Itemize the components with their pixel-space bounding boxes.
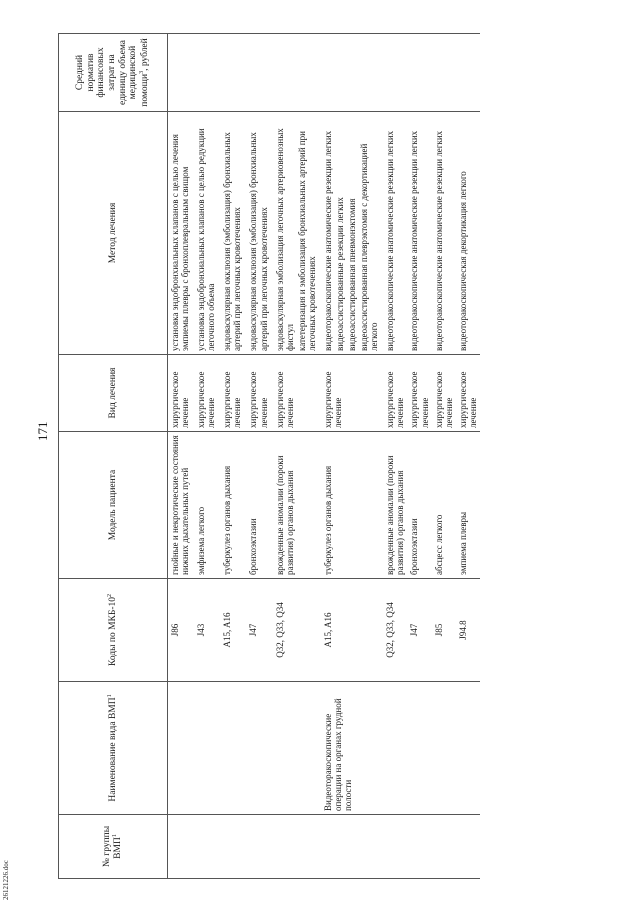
cell-average-cost (273, 34, 321, 112)
cell-treatment-method (432, 112, 456, 355)
cell-group-number (321, 815, 383, 879)
cell-treatment-method (321, 112, 383, 355)
cell-group-number (168, 815, 195, 879)
table-header-row (59, 34, 168, 879)
cell-treatment-method (383, 112, 407, 355)
method-item: видеоассистированная пневмонэктомия (347, 198, 358, 351)
cell-patient-model: туберкулез органов дыхания (321, 432, 383, 579)
cell-patient-model: врожденные аномалии (пороки развития) органов дыхания (383, 432, 407, 579)
cell-vmp-name (194, 682, 220, 815)
cell-vmp-name (273, 682, 321, 815)
method-item: эндоваскулярная эмболизация легочных артериовенозных фистул (274, 128, 295, 351)
cell-treatment-type: хирургическое лечение (432, 355, 456, 432)
cell-vmp-name (246, 682, 272, 815)
cell-group-number (194, 815, 220, 879)
vmp-table (58, 33, 480, 879)
cell-average-cost (246, 34, 272, 112)
cell-treatment-method (273, 112, 321, 355)
header-average-cost: Средний норматив финансовых затрат на единицу объема медицинской помощи$^3$, рублей (59, 34, 168, 112)
cell-patient-model: туберкулез органов дыхания (220, 432, 246, 579)
cell-group-number (432, 815, 456, 879)
table-row (407, 34, 431, 879)
cell-treatment-method (407, 112, 431, 355)
cell-icd-code: Q32, Q33, Q34 (383, 579, 407, 682)
cell-icd-code: J43 (194, 579, 220, 682)
cell-patient-model: абсцесс легкого (432, 432, 456, 579)
cell-treatment-type: хирургическое лечение (168, 355, 195, 432)
cell-patient-model: бронхоэктазии (246, 432, 272, 579)
cell-treatment-type: хирургическое лечение (220, 355, 246, 432)
document-code: 26121226.doc (2, 860, 10, 900)
cell-treatment-method (220, 112, 246, 355)
cell-treatment-type: хирургическое лечение (321, 355, 383, 432)
table-row (168, 34, 195, 879)
cell-group-number (220, 815, 246, 879)
cell-average-cost (194, 34, 220, 112)
cell-treatment-method (456, 112, 480, 355)
method-item: видеоторакоскопические анатомические резекции легких (385, 130, 396, 351)
cell-group-number (246, 815, 272, 879)
cell-vmp-name (456, 682, 480, 815)
table-row (321, 34, 383, 879)
table-row (383, 34, 407, 879)
header-vmp-name: Наименование вида ВМП$^1$ (59, 682, 168, 815)
cell-treatment-method (168, 112, 195, 355)
cell-icd-code: J47 (246, 579, 272, 682)
cell-icd-code: J47 (407, 579, 431, 682)
header-group-number: № группы ВМП$^1$ (59, 815, 168, 879)
cell-treatment-type: хирургическое лечение (456, 355, 480, 432)
method-item: эндоваскулярная окклюзия (эмболизация) бронхиальных артерий при легочных кровотечениях (222, 132, 243, 351)
page-number: 171 (35, 421, 50, 441)
cell-group-number (456, 815, 480, 879)
table-row (432, 34, 456, 879)
cell-average-cost (168, 34, 195, 112)
cell-icd-code: A15, A16 (220, 579, 246, 682)
cell-treatment-type: хирургическое лечение (407, 355, 431, 432)
cell-patient-model: бронхоэктазии (407, 432, 431, 579)
method-item: установка эндобронхиальных клапанов с целью лечения эмпиемы плевры с бронхоплевральным свищом (170, 134, 191, 351)
cell-group-number (407, 815, 431, 879)
method-item: видеоторакоскопическая декортикация легкого (457, 171, 468, 351)
cell-group-number (273, 815, 321, 879)
cell-patient-model: врожденные аномалии (пороки развития) органов дыхания (273, 432, 321, 579)
cell-patient-model: гнойные и некротические состояния нижних дыхательных путей (168, 432, 195, 579)
table-row (194, 34, 220, 879)
method-item: катетеризация и эмболизация бронхиальных артерий при легочных кровотечениях (296, 131, 317, 351)
table-row (456, 34, 480, 879)
method-item: эндоваскулярная окклюзия (эмболизация) бронхиальных артерий при легочных кровотечениях (248, 132, 269, 351)
method-item: видеоассистированная плеврэктомия с декортикацией легкого (359, 143, 380, 351)
header-icd-codes: Коды по МКБ-$10^2$ (59, 579, 168, 682)
method-item: видеоторакоскопические анатомические резекции легких (433, 130, 444, 351)
method-item: видеоторакоскопические анатомические резекции легких (322, 130, 333, 351)
cell-average-cost (456, 34, 480, 112)
header-patient-model: Модель пациента (59, 432, 168, 579)
cell-average-cost (407, 34, 431, 112)
cell-average-cost (321, 34, 383, 112)
cell-icd-code: A15, A16 (321, 579, 383, 682)
cell-treatment-method (194, 112, 220, 355)
cell-vmp-name: Видеоторакоскопические операции на органах грудной полости (321, 682, 383, 815)
cell-icd-code: J86 (168, 579, 195, 682)
rotated-sheet (58, 34, 585, 879)
header-treatment-type: Вид лечения (59, 355, 168, 432)
cell-vmp-name (432, 682, 456, 815)
cell-average-cost (220, 34, 246, 112)
table-body (168, 34, 480, 879)
method-item: видеоторакоскопические анатомические резекции легких (409, 130, 420, 351)
cell-treatment-type: хирургическое лечение (273, 355, 321, 432)
method-item: установка эндобронхиальных клапанов с целью редукции легочного объема (196, 128, 217, 351)
header-treatment-method: Метод лечения (59, 112, 168, 355)
cell-treatment-type: хирургическое лечение (194, 355, 220, 432)
cell-treatment-method (246, 112, 272, 355)
cell-average-cost (432, 34, 456, 112)
cell-vmp-name (220, 682, 246, 815)
cell-vmp-name (407, 682, 431, 815)
cell-patient-model: эмпиема плевры (456, 432, 480, 579)
cell-icd-code: Q32, Q33, Q34 (273, 579, 321, 682)
cell-treatment-type: хирургическое лечение (246, 355, 272, 432)
cell-average-cost (383, 34, 407, 112)
cell-treatment-type: хирургическое лечение (383, 355, 407, 432)
method-item: видеоассистированные резекции легких (335, 197, 346, 351)
table-row (246, 34, 272, 879)
cell-group-number (383, 815, 407, 879)
cell-icd-code: J85 (432, 579, 456, 682)
cell-icd-code: J94.8 (456, 579, 480, 682)
cell-patient-model: эмфизема легкого (194, 432, 220, 579)
cell-vmp-name (383, 682, 407, 815)
table-row (220, 34, 246, 879)
cell-vmp-name (168, 682, 195, 815)
table-row (273, 34, 321, 879)
